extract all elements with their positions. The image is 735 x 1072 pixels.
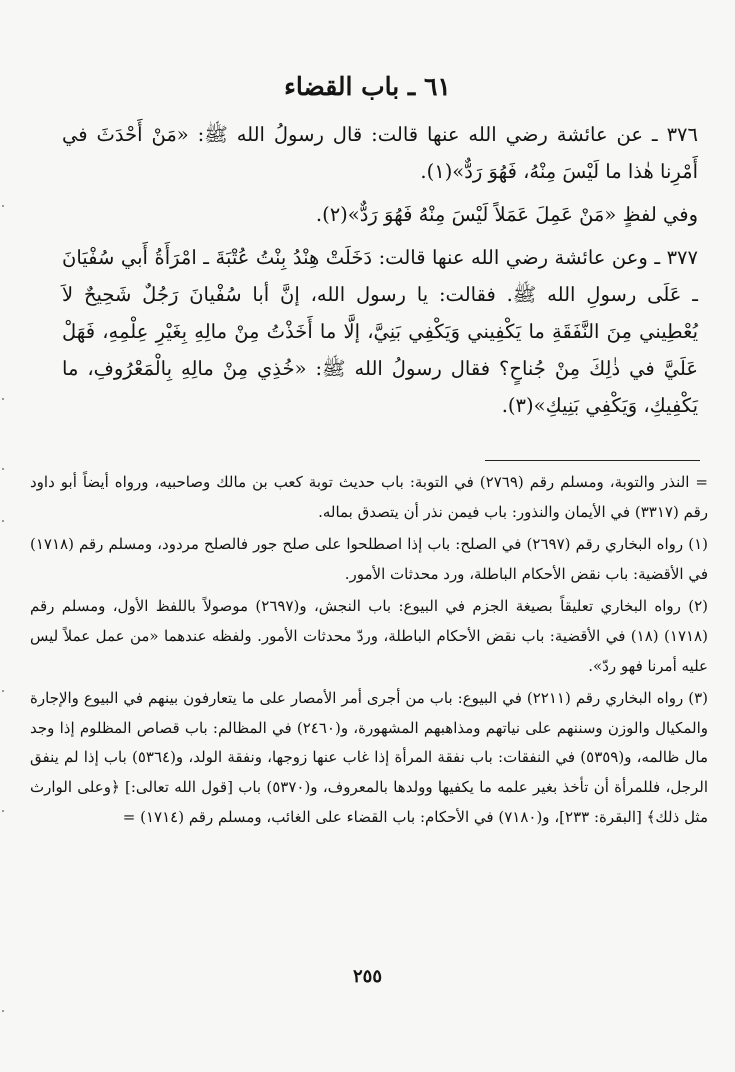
footnotes [30, 468, 708, 832]
chapter-title: ٦١ ـ باب القضاء [284, 72, 451, 101]
edge-mark [2, 398, 4, 400]
hadith-376: ٣٧٦ ـ عن عائشة رضي الله عنها قالت: قال رسولُ الله ﷺ: «مَنْ أَحْدَثَ في أَمْرِنا هٰذا ما لَيْسَ مِنْهُ، فَهُوَ رَدٌّ»(١). [62, 123, 698, 183]
footnote-2: (٢) رواه البخاري تعليقاً بصيغة الجزم في البيوع: باب النجش، و(٢٦٩٧) موصولاً باللفظ الأول، ومسلم رقم (١٧١٨) (١٨) في الأقضية: باب نقض الأحكام الباطلة، وردّ محدثات الأمور. ولفظه عندهما «من عمل عملاً ليس عليه أمرنا فهو ردّ». [30, 597, 708, 675]
footnote-3: (٣) رواه البخاري رقم (٢٢١١) في البيوع: باب من أجرى أمر الأمصار على ما يتعارفون بينهم في البيوع والإجارة والمكيال والوزن وسننهم على نياتهم ومذاهبهم المشهورة، و(٢٤٦٠) في المظالم: باب قصاص المظلوم إذا وجد مال ظالمه، و(٥٣٥٩) في النفقات: باب نفقة المرأة إذا غاب عنها زوجها، ونفقة الولد، و(٥٣٦٤) باب إذا لم ينفق الرجل، فللمرأة أن تأخذ بغير علمه ما يكفيها وولدها بالمعروف، و(٥٣٧٠) باب [قول الله تعالى:] ﴿وعلى الوارث مثل ذلك﴾ [البقرة: ٢٣٣]، و(٧١٨٠) في الأحكام: باب القضاء على الغائب، ومسلم رقم (١٧١٤) = [30, 689, 708, 826]
edge-mark [2, 520, 4, 522]
page-number: ٢٥٥ [352, 966, 382, 987]
hadith-377: ٣٧٧ ـ وعن عائشة رضي الله عنها قالت: دَخَلَتْ هِنْدُ بِنْتُ عُتْبَةَ ـ امْرَأَةُ أَبي سُفْيَانَ ـ عَلَى رسولِ الله ﷺ. فقالت: يا رسول الله، إنَّ أبا سُفْيانَ رَجُلٌ شَحِيحٌ لاَ يُعْطِيني مِنَ النَّفَقَةِ ما يَكْفِيني وَيَكْفِي بَنِيَّ، إلَّا ما أَخَذْتُ مِنْ مالِهِ بِغَيْرِ عِلْمِهِ، فَهَلْ عَلَيَّ في ذٰلِكَ مِنْ جُناحٍ؟ فقال رسولُ الله ﷺ: «خُذِي مِنْ مالِهِ بِالْمَعْرُوفِ، ما يَكْفِيكِ، وَيَكْفِي بَنِيكِ»(٣). [62, 246, 698, 417]
main-text [62, 116, 698, 424]
edge-mark [2, 205, 4, 207]
edge-mark [2, 1010, 4, 1012]
footnote-separator [485, 460, 700, 461]
edge-mark [2, 810, 4, 812]
footnote-1: (١) رواه البخاري رقم (٢٦٩٧) في الصلح: باب إذا اصطلحوا على صلح جور فالصلح مردود، ومسلم رقم (١٧١٨) في الأقضية: باب نقض الأحكام الباطلة، ورد محدثات الأمور. [30, 535, 708, 583]
edge-mark [2, 468, 4, 470]
hadith-376-variant: وفي لفظٍ «مَنْ عَمِلَ عَمَلاً لَيْسَ مِنْهُ فَهُوَ رَدٌّ»(٢). [315, 203, 698, 226]
footnote-continuation: = النذر والتوبة، ومسلم رقم (٢٧٦٩) في التوبة: باب حديث توبة كعب بن مالك وصاحبيه، ورواه أيضاً أبو داود رقم (٣٣١٧) في الأيمان والنذور: باب فيمن نذر أن يتصدق بماله. [30, 473, 708, 521]
edge-mark [2, 690, 4, 692]
